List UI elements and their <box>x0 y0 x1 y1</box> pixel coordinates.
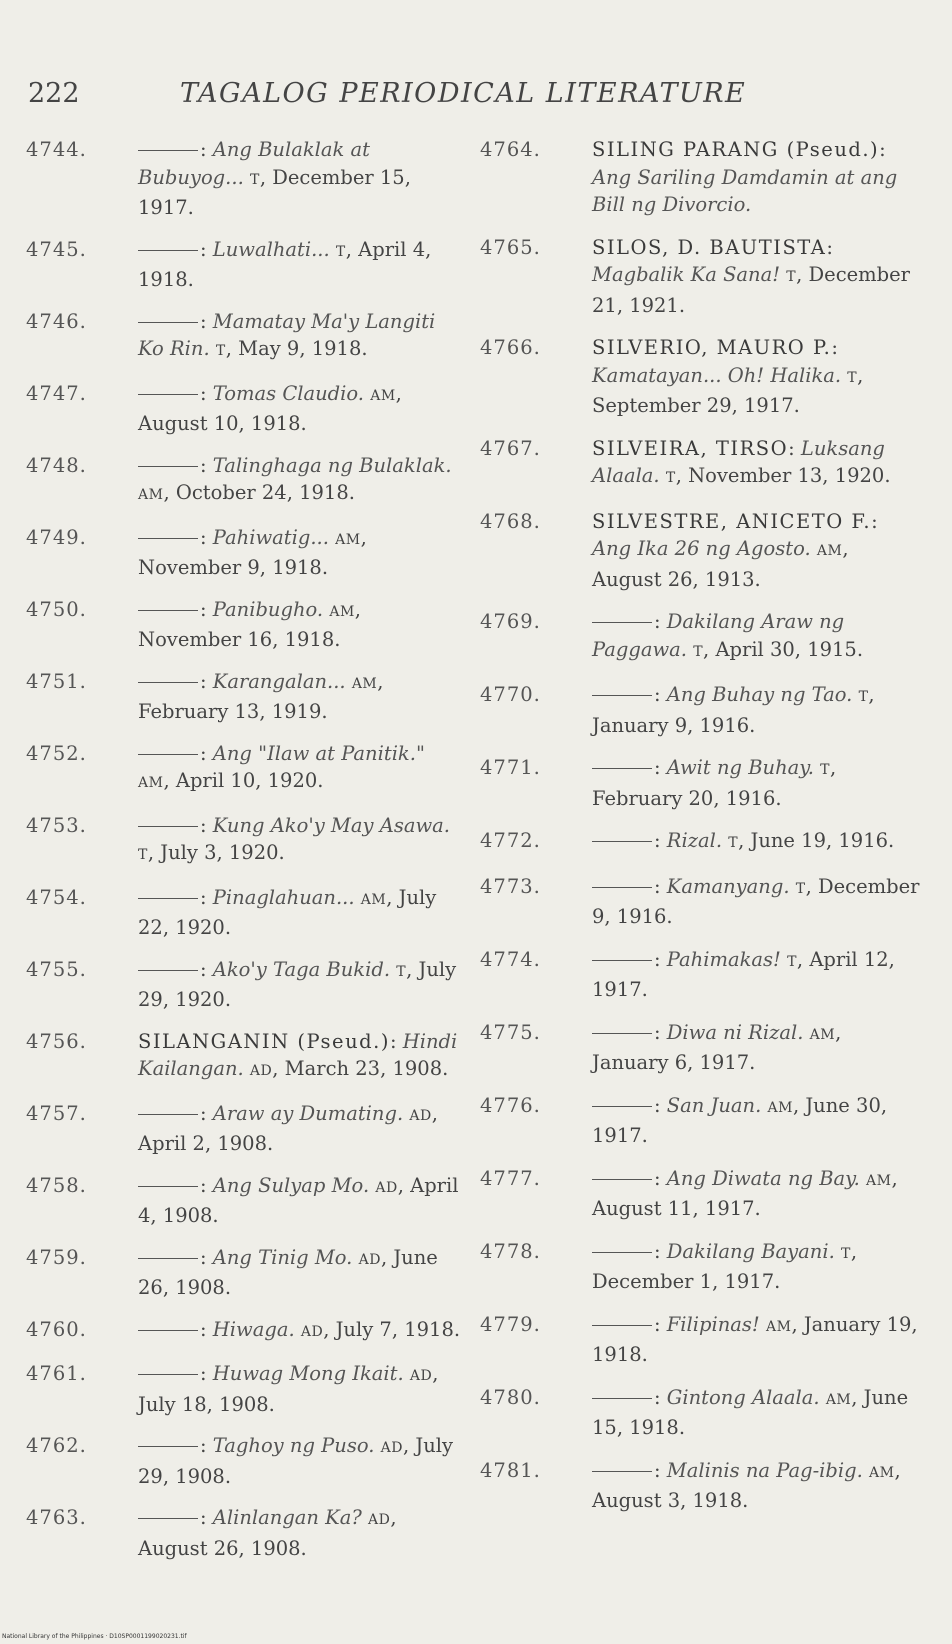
entry-source: AM <box>138 775 164 791</box>
entry-number: 4752. <box>26 741 87 765</box>
entry-source: AM <box>865 1172 892 1189</box>
entry-source: AM <box>825 1391 852 1408</box>
entry-date: January 19, 1918. <box>592 1312 918 1366</box>
bibliography-entry: 4767. SILVEIRA, TIRSO: Luksang Alaala. T, November 13, 1920. <box>480 436 891 487</box>
entry-number: 4781. <box>480 1458 541 1482</box>
repeat-author-dash <box>592 768 652 769</box>
entry-number: 4756. <box>26 1029 87 1053</box>
entry-number: 4770. <box>480 683 541 706</box>
entry-title: Luwalhati... <box>212 237 330 261</box>
bibliography-entry: 4779. : Filipinas! AM, January 19, 1918. <box>480 1312 918 1366</box>
entry-source: AM <box>329 603 355 620</box>
entry-source: AM <box>765 1318 792 1335</box>
entry-number: 4760. <box>26 1317 87 1341</box>
entry-date: August 3, 1918. <box>592 1489 749 1512</box>
entry-source: AM <box>767 1099 793 1116</box>
entry-number: 4778. <box>480 1239 541 1263</box>
entry-title: Hindi Kailangan. <box>138 1029 458 1080</box>
entry-date: June 26, 1908. <box>138 1245 438 1299</box>
repeat-author-dash <box>592 1033 652 1034</box>
bibliography-entry: 4757. : Araw ay Dumating. AD, April 2, 1908. <box>26 1101 438 1155</box>
entry-date: July 18, 1908. <box>138 1392 275 1416</box>
entry-number: 4779. <box>480 1312 541 1336</box>
entry-date: December 1, 1917. <box>592 1270 781 1293</box>
right-column <box>480 136 920 1530</box>
bibliography-entry: 4759. : Ang Tinig Mo. AD, June 26, 1908. <box>26 1245 438 1299</box>
entry-number: 4749. <box>26 525 87 549</box>
entry-title: Rizal. <box>666 829 723 852</box>
entry-title: Mamatay Ma'y Langiti Ko Rin. <box>138 309 436 360</box>
entry-date: September 29, 1917. <box>592 394 800 417</box>
repeat-author-dash <box>592 695 652 696</box>
entry-number: 4754. <box>26 885 87 909</box>
bibliography-entry: 4760. : Hiwaga. AD, July 7, 1918. <box>26 1316 462 1347</box>
bibliography-entry: 4776. : San Juan. AM, June 30, 1917. <box>480 1093 888 1147</box>
repeat-author-dash <box>138 1446 198 1447</box>
entry-date: July 3, 1920. <box>160 841 285 864</box>
bibliography-entry: 4753. : Kung Ako'y May Asawa. T, July 3, 1920. <box>26 813 450 864</box>
entry-title: Pahiwatig... <box>212 525 329 549</box>
entry-title: Diwa ni Rizal. <box>666 1020 804 1044</box>
entry-date: November 16, 1918. <box>138 628 341 651</box>
entry-date: February 13, 1919. <box>138 700 328 723</box>
entry-title: Ang Bulaklak at Bubuyog... <box>138 138 371 189</box>
entry-number: 4744. <box>26 138 87 161</box>
entry-author: SILOS, D. BAUTISTA <box>592 235 827 259</box>
bibliography-entry: 4758. : Ang Sulyap Mo. AD, April 4, 1908. <box>26 1173 459 1227</box>
repeat-author-dash <box>138 1518 198 1519</box>
bibliography-entry: 4774. : Pahimakas! T, April 12, 1917. <box>480 947 895 1001</box>
entry-source: AD <box>249 1063 273 1079</box>
entry-title: Magbalik Ka Sana! <box>592 263 781 286</box>
entry-source: T <box>786 269 797 285</box>
entry-number: 4757. <box>26 1101 87 1125</box>
bibliography-entry: 4781. : Malinis na Pag-ibig. AM, August 3, 1918. <box>480 1458 901 1512</box>
entry-title: Ang Tinig Mo. <box>212 1245 353 1269</box>
entry-title: Huwag Mong Ikait. <box>212 1362 404 1385</box>
entry-number: 4747. <box>26 381 87 405</box>
entry-number: 4745. <box>26 237 87 261</box>
entry-title: Panibugho. <box>212 597 324 621</box>
bibliography-entry: 4764. SILING PARANG (Pseud.): Ang Sariling Damdamin at ang Bill ng Divorcio. <box>480 138 898 216</box>
repeat-author-dash <box>592 1106 652 1107</box>
entry-source: AD <box>375 1179 398 1196</box>
repeat-author-dash <box>138 754 198 755</box>
entry-title: Talinghaga ng Bulaklak. <box>212 453 452 477</box>
running-title: TAGALOG PERIODICAL LITERATURE <box>180 78 747 109</box>
entry-source: AD <box>300 1323 324 1340</box>
entry-date: July 29, 1908. <box>138 1434 454 1488</box>
bibliography-entry: 4775. : Diwa ni Rizal. AM, January 6, 1917. <box>480 1020 842 1074</box>
bibliography-entry: 4749. : Pahiwatig... AM, November 9, 1918. <box>26 525 367 579</box>
entry-source: T <box>215 343 226 359</box>
entry-source: AM <box>360 891 387 908</box>
entry-date: December 15, 1917. <box>138 165 411 219</box>
bibliography-entry: 4770. : Ang Buhay ng Tao. T, January 9, 1916. <box>480 683 875 737</box>
entry-date: January 9, 1916. <box>592 713 756 737</box>
entry-title: Malinis na Pag-ibig. <box>666 1458 863 1482</box>
entry-date: April 2, 1908. <box>138 1132 274 1155</box>
entry-number: 4761. <box>26 1362 87 1385</box>
entry-number: 4755. <box>26 957 87 981</box>
bibliography-entry: 4747. : Tomas Claudio. AM, August 10, 1918. <box>26 381 402 435</box>
repeat-author-dash <box>138 1258 198 1259</box>
repeat-author-dash <box>592 1471 652 1472</box>
entry-title: Ang Sulyap Mo. <box>212 1173 370 1197</box>
entry-date: May 9, 1918. <box>238 337 368 360</box>
entry-number: 4766. <box>480 336 541 359</box>
entry-date: November 13, 1920. <box>688 464 891 487</box>
bibliography-entry: 4751. : Karangalan... AM, February 13, 1919. <box>26 669 384 723</box>
entry-number: 4767. <box>480 436 541 460</box>
entry-number: 4751. <box>26 669 87 693</box>
entry-title: Filipinas! <box>666 1312 760 1336</box>
bibliography-entry: 4765. SILOS, D. BAUTISTA: Magbalik Ka Sana! T, December 21, 1921. <box>480 235 911 317</box>
entry-title: Kamatayan... Oh! Halika. <box>592 363 842 387</box>
entry-date: August 10, 1918. <box>138 412 307 435</box>
entry-source: T <box>693 643 704 660</box>
repeat-author-dash <box>138 538 198 539</box>
entry-number: 4762. <box>26 1434 87 1457</box>
entry-number: 4772. <box>480 829 541 852</box>
bibliography-entry: 4773. : Kamanyang. T, December 9, 1916. <box>480 874 920 928</box>
repeat-author-dash <box>138 466 198 467</box>
bibliography-entry: 4750. : Panibugho. AM, November 16, 1918. <box>26 597 361 651</box>
entry-date: June 15, 1918. <box>592 1385 909 1439</box>
entry-date: June 30, 1917. <box>592 1093 888 1147</box>
bibliography-entry: 4777. : Ang Diwata ng Bay. AM, August 11, 1917. <box>480 1166 898 1220</box>
repeat-author-dash <box>138 898 198 899</box>
bibliography-entry: 4754. : Pinaglahuan... AM, July 22, 1920. <box>26 885 437 939</box>
bibliography-entry: 4761. : Huwag Mong Ikait. AD, July 18, 1908. <box>26 1362 439 1416</box>
entry-author: SILANGANIN (Pseud.) <box>138 1029 390 1053</box>
bibliography-entry: 4768. SILVESTRE, ANICETO F.: Ang Ika 26 ng Agosto. AM, August 26, 1913. <box>480 509 878 591</box>
repeat-author-dash <box>592 1325 652 1326</box>
repeat-author-dash <box>138 970 198 971</box>
entry-number: 4776. <box>480 1093 541 1117</box>
entry-date: August 26, 1913. <box>592 567 761 591</box>
entry-source: T <box>787 953 797 970</box>
entry-author: SILING PARANG (Pseud.) <box>592 138 880 161</box>
entry-author: SILVESTRE, ANICETO F. <box>592 509 872 533</box>
bibliography-entry: 4772. : Rizal. T, June 19, 1916. <box>480 827 920 858</box>
bibliography-entry: 4745. : Luwalhati... T, April 4, 1918. <box>26 237 432 291</box>
repeat-author-dash <box>592 1252 652 1253</box>
entry-date: July 7, 1918. <box>335 1317 461 1341</box>
repeat-author-dash <box>138 394 198 395</box>
bibliography-entry: 4763. : Alinlangan Ka? AD, August 26, 1908. <box>26 1506 397 1560</box>
bibliography-entry: 4766. SILVERIO, MAURO P.: Kamatayan... Oh! Halika. T, September 29, 1917. <box>480 336 864 417</box>
entry-title: Ang Diwata ng Bay. <box>666 1166 860 1190</box>
repeat-author-dash <box>592 887 652 888</box>
entry-title: Tomas Claudio. <box>212 381 364 405</box>
entry-title: Ako'y Taga Bukid. <box>212 957 391 981</box>
repeat-author-dash <box>138 322 198 323</box>
entry-date: February 20, 1916. <box>592 786 782 810</box>
entry-source: T <box>795 880 806 897</box>
entry-date: August 11, 1917. <box>592 1197 761 1220</box>
entry-source: T <box>396 963 407 980</box>
bibliography-entry: 4780. : Gintong Alaala. AM, June 15, 1918. <box>480 1385 909 1439</box>
entry-source: AM <box>335 531 361 548</box>
entry-title: Pinaglahuan... <box>212 885 355 909</box>
entry-source: AD <box>380 1440 403 1456</box>
scan-footer: National Library of the Philippines · D10SP0001199020231.tif <box>2 1633 187 1640</box>
entry-source: AM <box>816 543 843 559</box>
entry-number: 4753. <box>26 813 87 837</box>
repeat-author-dash <box>138 1374 198 1375</box>
repeat-author-dash <box>138 682 198 683</box>
entry-title: Karangalan... <box>212 669 346 693</box>
entry-number: 4763. <box>26 1506 87 1529</box>
entry-number: 4775. <box>480 1020 541 1044</box>
repeat-author-dash <box>138 826 198 827</box>
entry-source: T <box>138 847 148 863</box>
entry-title: Ang Sariling Damdamin at ang Bill ng Divorcio. <box>592 165 898 216</box>
entry-number: 4771. <box>480 756 541 779</box>
entry-source: T <box>665 470 676 486</box>
entry-date: January 6, 1917. <box>592 1051 756 1074</box>
entry-title: Ang Buhay ng Tao. <box>666 683 853 706</box>
entry-date: April 4, 1908. <box>138 1173 459 1227</box>
bibliography-entry: 4762. : Taghoy ng Puso. AD, July 29, 1908. <box>26 1434 454 1488</box>
entry-number: 4765. <box>480 235 541 259</box>
repeat-author-dash <box>138 1186 198 1187</box>
entry-title: Pahimakas! <box>666 947 781 971</box>
entry-date: June 19, 1916. <box>750 829 895 852</box>
entry-title: Taghoy ng Puso. <box>212 1434 375 1457</box>
entry-number: 4773. <box>480 874 541 898</box>
page-number: 222 <box>28 78 80 109</box>
bibliography-entry: 4748. : Talinghaga ng Bulaklak. AM, October 24, 1918. <box>26 453 452 504</box>
bibliography-entry: 4746. : Mamatay Ma'y Langiti Ko Rin. T, May 9, 1918. <box>26 309 436 360</box>
page-header <box>28 78 928 122</box>
repeat-author-dash <box>138 150 198 151</box>
entry-date: March 23, 1908. <box>284 1057 449 1080</box>
entry-title: Awit ng Buhay. <box>666 756 814 779</box>
entry-title: Hiwaga. <box>212 1317 295 1341</box>
entry-source: AD <box>409 1368 433 1384</box>
entry-date: April 10, 1920. <box>175 769 324 792</box>
entry-date: April 12, 1917. <box>592 947 895 1001</box>
left-column <box>26 136 462 1576</box>
entry-source: T <box>847 369 858 386</box>
entry-date: July 29, 1920. <box>138 957 457 1011</box>
entry-source: T <box>249 171 260 188</box>
repeat-author-dash <box>138 1114 198 1115</box>
repeat-author-dash <box>592 622 652 623</box>
bibliography-entry: 4771. : Awit ng Buhay. T, February 20, 1916. <box>480 756 837 810</box>
entry-author: SILVERIO, MAURO P. <box>592 336 832 359</box>
entry-title: Kamanyang. <box>666 874 790 898</box>
entry-date: December 21, 1921. <box>592 263 911 317</box>
entry-number: 4774. <box>480 947 541 971</box>
entry-source: T <box>335 243 346 260</box>
entry-date: April 30, 1915. <box>715 637 864 661</box>
entry-date: October 24, 1918. <box>175 481 355 504</box>
entry-title: Dakilang Bayani. <box>666 1239 835 1263</box>
bibliography-entry: 4755. : Ako'y Taga Bukid. T, July 29, 1920. <box>26 957 457 1011</box>
repeat-author-dash <box>592 960 652 961</box>
entry-title: Araw ay Dumating. <box>212 1101 404 1125</box>
entry-number: 4746. <box>26 309 87 333</box>
entry-number: 4780. <box>480 1385 541 1409</box>
entry-number: 4758. <box>26 1173 87 1197</box>
bibliography-entry: 4744. : Ang Bulaklak at Bubuyog... T, December 15, 1917. <box>26 138 411 219</box>
repeat-author-dash <box>138 610 198 611</box>
entry-number: 4768. <box>480 509 541 533</box>
entry-number: 4769. <box>480 610 541 633</box>
entry-date: December 9, 1916. <box>592 874 920 928</box>
entry-title: Ang Ika 26 ng Agosto. <box>592 537 811 560</box>
bibliography-entry: 4752. : Ang "Ilaw at Panitik." AM, April 10, 1920. <box>26 741 425 792</box>
repeat-author-dash <box>592 1179 652 1180</box>
entry-source: AM <box>138 487 164 503</box>
repeat-author-dash <box>138 250 198 251</box>
entry-title: Dakilang Araw ng Paggawa. <box>592 610 845 661</box>
entry-number: 4750. <box>26 597 87 621</box>
entry-author: SILVEIRA, TIRSO <box>592 436 789 460</box>
repeat-author-dash <box>592 1398 652 1399</box>
entry-title: San Juan. <box>666 1093 762 1117</box>
repeat-author-dash <box>592 841 652 842</box>
entry-title: Luksang Alaala. <box>592 436 885 487</box>
entry-source: T <box>820 762 830 778</box>
entry-title: Gintong Alaala. <box>666 1385 820 1409</box>
bibliography-entry: 4756. SILANGANIN (Pseud.): Hindi Kailangan. AD, March 23, 1908. <box>26 1029 458 1080</box>
entry-source: T <box>728 835 739 851</box>
entry-number: 4764. <box>480 138 541 161</box>
entry-title: Kung Ako'y May Asawa. <box>212 813 450 837</box>
entry-source: AM <box>869 1464 895 1481</box>
entry-date: April 4, 1918. <box>138 237 432 291</box>
entry-number: 4759. <box>26 1245 87 1269</box>
entry-title: Ang "Ilaw at Panitik." <box>212 741 425 765</box>
repeat-author-dash <box>138 1330 198 1331</box>
entry-source: AM <box>351 675 378 692</box>
entry-source: AD <box>409 1107 432 1124</box>
entry-source: T <box>841 1245 851 1262</box>
bibliography-entry: 4769. : Dakilang Araw ng Paggawa. T, April 30, 1915. <box>480 610 864 661</box>
entry-title: Alinlangan Ka? <box>212 1506 362 1529</box>
entry-source: AD <box>368 1512 391 1528</box>
entry-date: August 26, 1908. <box>138 1536 307 1560</box>
entry-date: July 22, 1920. <box>138 885 437 939</box>
entry-number: 4748. <box>26 453 87 477</box>
entry-source: AM <box>370 387 396 404</box>
entry-source: AD <box>358 1251 381 1268</box>
entry-source: T <box>858 689 869 705</box>
entry-date: November 9, 1918. <box>138 556 329 579</box>
entry-source: AM <box>809 1026 836 1043</box>
bibliography-entry: 4778. : Dakilang Bayani. T, December 1, 1917. <box>480 1239 858 1293</box>
entry-number: 4777. <box>480 1166 541 1190</box>
